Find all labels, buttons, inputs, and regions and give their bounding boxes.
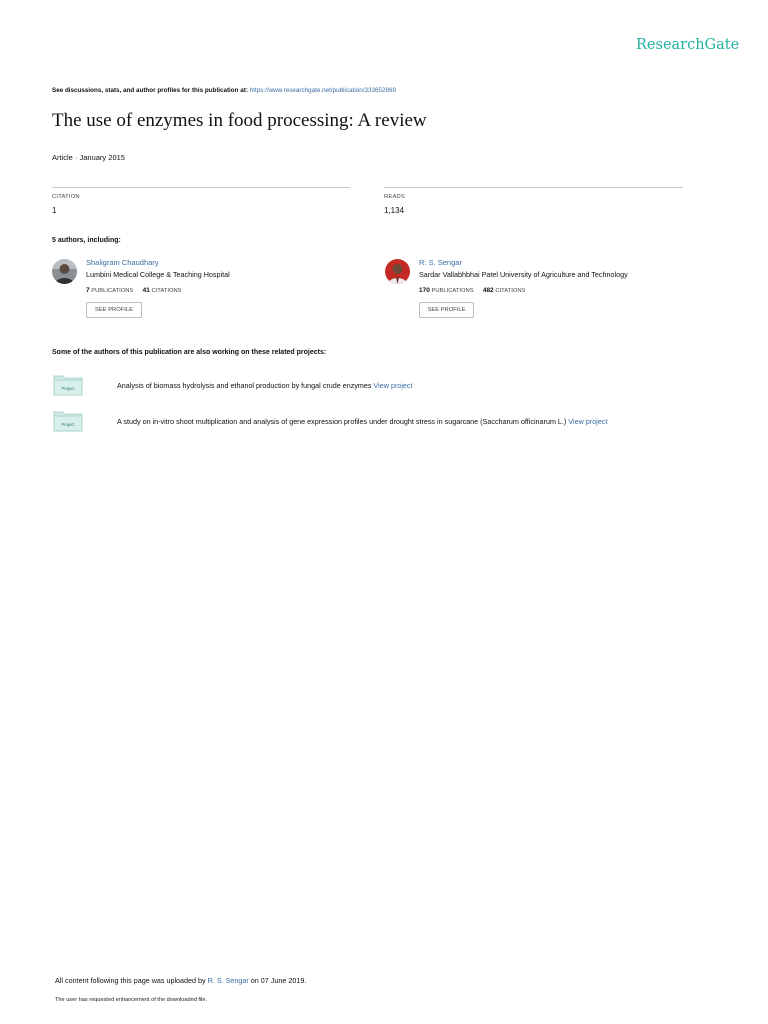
- citation-count: 1: [52, 206, 57, 215]
- avatar-photo-icon: [385, 259, 410, 284]
- related-projects-heading: Some of the authors of this publication are also working on these related projects:: [52, 349, 327, 356]
- publication-url-link[interactable]: https://www.researchgate.net/publication/333652869: [249, 87, 397, 94]
- see-profile-button[interactable]: SEE PROFILE: [419, 302, 474, 318]
- author-stats: [86, 287, 182, 294]
- authors-heading: 5 authors, including:: [52, 237, 121, 244]
- author-name-link[interactable]: R. S. Sengar: [419, 258, 462, 267]
- project-title: A study on in-vitro shoot multiplication and analysis of gene expression profiles under drought stress in sugarcane (Saccharum officinarum L.): [117, 417, 567, 426]
- uploader-link[interactable]: R. S. Sengar: [207, 976, 249, 985]
- divider-reads: [384, 187, 683, 188]
- divider-citation: [52, 187, 350, 188]
- article-type-date: Article · January 2015: [52, 153, 125, 162]
- project-item: [117, 381, 413, 390]
- discussion-prefix: See discussions, stats, and author profiles for this publication at:: [52, 87, 248, 94]
- project-item: [117, 417, 607, 426]
- author-avatar-shaligram[interactable]: [52, 259, 77, 284]
- reads-label: READS: [384, 194, 405, 200]
- project-icon-label: Project: [61, 386, 75, 391]
- project-folder-icon[interactable]: [53, 410, 83, 432]
- citations-count: 482: [482, 287, 494, 294]
- author-stats: [419, 287, 525, 294]
- author-avatar-sengar[interactable]: [385, 259, 410, 284]
- citations-label: CITATIONS: [151, 288, 182, 294]
- publications-label: PUBLICATIONS: [91, 288, 134, 294]
- upload-suffix: on 07 June 2019.: [250, 976, 307, 985]
- citations-count: 41: [142, 287, 150, 294]
- author-name-link[interactable]: Shaligram Chaudhary: [86, 258, 159, 267]
- upload-notice: [55, 976, 306, 985]
- see-profile-button[interactable]: SEE PROFILE: [86, 302, 142, 318]
- publications-label: PUBLICATIONS: [431, 288, 474, 294]
- enhancement-note: The user has requested enhancement of the downloaded file.: [55, 997, 208, 1003]
- reads-count: 1,134: [384, 206, 405, 215]
- avatar-photo-icon: [52, 259, 77, 284]
- publications-count: 7: [86, 287, 90, 294]
- citation-label: CITATION: [52, 194, 80, 200]
- researchgate-logo[interactable]: ResearchGate: [636, 37, 740, 53]
- project-icon-label: Project: [61, 422, 75, 427]
- author-institution: Sardar Vallabhbhai Patel University of Agriculture and Technology: [419, 270, 628, 279]
- discussion-line: [52, 87, 396, 94]
- citations-label: CITATIONS: [495, 288, 526, 294]
- publication-title: The use of enzymes in food processing: A review: [52, 110, 427, 131]
- view-project-link[interactable]: View project: [373, 381, 413, 390]
- upload-prefix: All content following this page was uploaded by: [55, 976, 206, 985]
- publications-count: 170: [419, 287, 430, 294]
- project-folder-icon[interactable]: [53, 374, 83, 396]
- project-title: Analysis of biomass hydrolysis and ethanol production by fungal crude enzymes: [117, 381, 372, 390]
- author-institution: Lumbini Medical College & Teaching Hospital: [86, 270, 230, 279]
- view-project-link[interactable]: View project: [568, 417, 608, 426]
